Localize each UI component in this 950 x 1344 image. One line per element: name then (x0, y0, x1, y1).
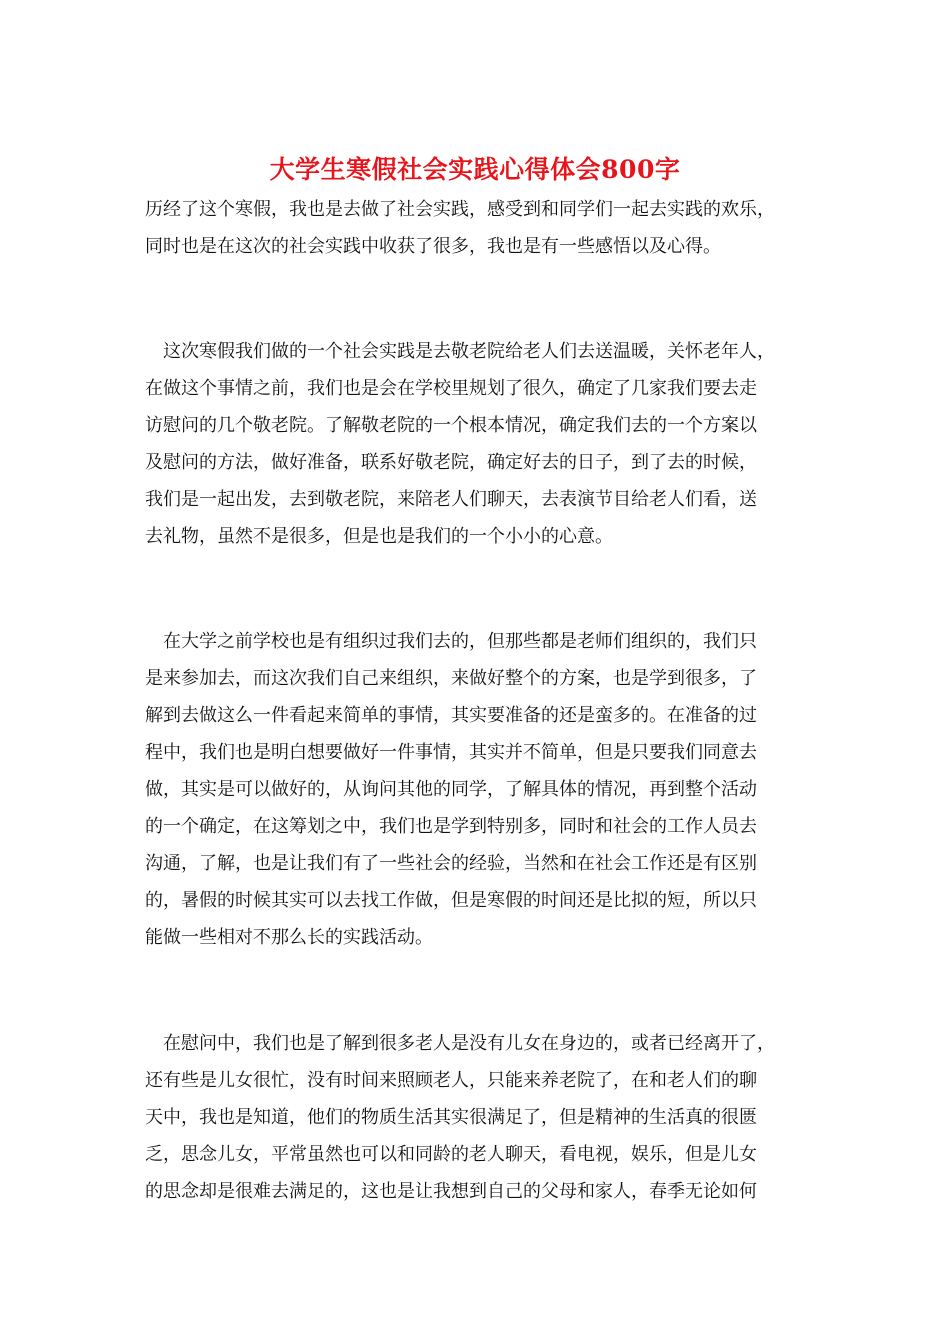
para2-line-6: 的一个确定，在这筹划之中，我们也是学到特别多，同时和社会的工作人员去 (145, 816, 757, 837)
para1-line-3: 访慰问的几个敬老院。了解敬老院的一个根本情况，确定我们去的一个方案以 (145, 415, 757, 436)
para2-line-5: 做，其实是可以做好的，从询问其他的同学，了解具体的情况，再到整个活动 (145, 779, 757, 800)
intro-line-2: 同时也是在这次的社会实践中收获了很多，我也是有一些感悟以及心得。 (145, 236, 721, 257)
para3-line-3: 天中，我也是知道，他们的物质生活其实很满足了，但是精神的生活真的很匮 (145, 1107, 757, 1128)
para2-line-4: 程中，我们也是明白想要做好一件事情，其实并不简单，但是只要我们同意去 (145, 742, 757, 763)
para2-line-7: 沟通，了解，也是让我们有了一些社会的经验，当然和在社会工作还是有区别 (145, 853, 757, 874)
para1-line-1: 这次寒假我们做的一个社会实践是去敬老院给老人们去送温暖，关怀老年人， (145, 341, 775, 362)
para1-line-6: 去礼物，虽然不是很多，但是也是我们的一个小小的心意。 (145, 526, 613, 547)
para3-line-2: 还有些是儿女很忙，没有时间来照顾老人，只能来养老院了，在和老人们的聊 (145, 1070, 757, 1091)
para2-line-9: 能做一些相对不那么长的实践活动。 (145, 927, 433, 948)
para1-line-4: 及慰问的方法，做好准备，联系好敬老院，确定好去的日子，到了去的时候， (145, 452, 757, 473)
para3-line-4: 乏，思念儿女，平常虽然也可以和同龄的老人聊天，看电视，娱乐，但是儿女 (145, 1144, 757, 1165)
para3-line-1: 在慰问中，我们也是了解到很多老人是没有儿女在身边的，或者已经离开了， (145, 1033, 775, 1054)
intro-line-1: 历经了这个寒假，我也是去做了社会实践，感受到和同学们一起去实践的欢乐， (145, 199, 775, 220)
para2-line-3: 解到去做这么一件看起来简单的事情，其实要准备的还是蛮多的。在准备的过 (145, 705, 757, 726)
para2-line-8: 的，暑假的时候其实可以去找工作做，但是寒假的时间还是比拟的短，所以只 (145, 890, 757, 911)
document-title: 大学生寒假社会实践心得体会800字 (269, 155, 681, 184)
para3-line-5: 的思念却是很难去满足的，这也是让我想到自己的父母和家人，春季无论如何 (145, 1181, 757, 1202)
para2-line-1: 在大学之前学校也是有组织过我们去的，但那些都是老师们组织的，我们只 (145, 631, 757, 652)
para1-line-2: 在做这个事情之前，我们也是会在学校里规划了很久，确定了几家我们要去走 (145, 378, 757, 399)
para2-line-2: 是来参加去，而这次我们自己来组织，来做好整个的方案，也是学到很多，了 (145, 668, 757, 689)
para1-line-5: 我们是一起出发，去到敬老院，来陪老人们聊天，去表演节目给老人们看，送 (145, 489, 757, 510)
